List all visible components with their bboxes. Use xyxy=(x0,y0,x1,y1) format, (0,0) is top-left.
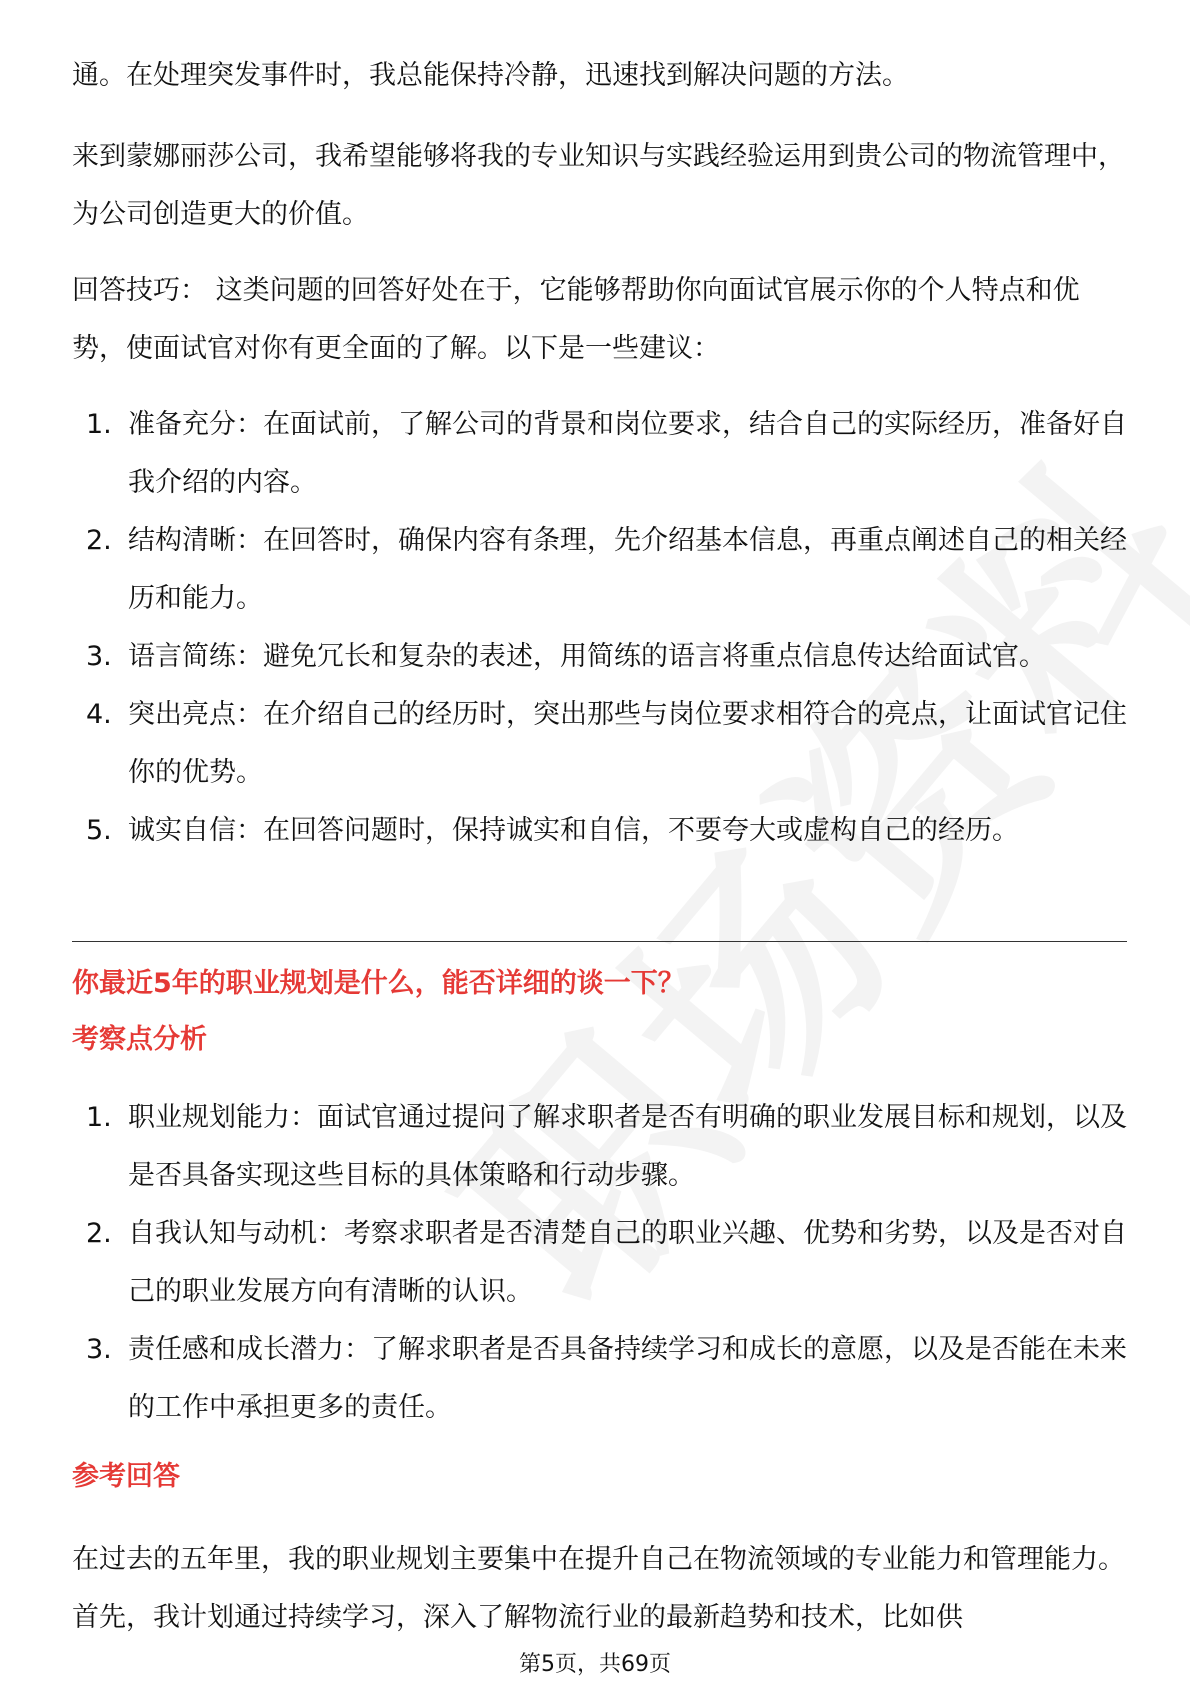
section-divider xyxy=(72,941,1127,942)
list-item xyxy=(72,1321,1132,1437)
list-item-text: 突出亮点：在介绍自己的经历时，突出那些与岗位要求相符合的亮点，让面试官记住你的优势。 xyxy=(128,699,1127,788)
list-item xyxy=(72,628,1132,686)
list-item-text: 责任感和成长潜力：了解求职者是否具备持续学习和成长的意愿，以及是否能在未来的工作中承担更多的责任。 xyxy=(128,1334,1127,1423)
paragraph-continuation: 通。在处理突发事件时，我总能保持冷静，迅速找到解决问题的方法。 xyxy=(72,60,909,91)
reference-heading: 参考回答 xyxy=(72,1461,180,1492)
list-number: 3. xyxy=(86,641,112,672)
list-number: 2. xyxy=(86,1218,112,1249)
list-item-text: 结构清晰：在回答时，确保内容有条理，先介绍基本信息，再重点阐述自己的相关经历和能力。 xyxy=(128,525,1127,614)
list-item-text: 诚实自信：在回答问题时，保持诚实和自信，不要夸大或虚构自己的经历。 xyxy=(128,815,1019,846)
analysis-list xyxy=(72,1089,1132,1437)
paragraph-reference-answer: 在过去的五年里，我的职业规划主要集中在提升自己在物流领域的专业能力和管理能力。首先，我计划通过持续学习，深入了解物流行业的最新趋势和技术，比如供 xyxy=(72,1544,1125,1633)
list-item xyxy=(72,686,1132,802)
question-title: 你最近5年的职业规划是什么，能否详细的谈一下？ xyxy=(72,968,685,999)
list-number: 4. xyxy=(86,699,112,730)
list-item-text: 准备充分：在面试前，了解公司的背景和岗位要求，结合自己的实际经历，准备好自我介绍的内容。 xyxy=(128,409,1127,498)
list-number: 5. xyxy=(86,815,112,846)
list-item xyxy=(72,802,1132,860)
list-number: 1. xyxy=(86,1102,112,1133)
paragraph-company-goal: 来到蒙娜丽莎公司，我希望能够将我的专业知识与实践经验运用到贵公司的物流管理中，为公司创造更大的价值。 xyxy=(72,141,1125,230)
list-item-text: 职业规划能力：面试官通过提问了解求职者是否有明确的职业发展目标和规划，以及是否具备实现这些目标的具体策略和行动步骤。 xyxy=(128,1102,1127,1191)
page-footer: 第5页，共69页 xyxy=(519,1652,671,1677)
tips-list xyxy=(72,396,1132,860)
list-item xyxy=(72,396,1132,512)
list-number: 2. xyxy=(86,525,112,556)
list-item-text: 自我认知与动机：考察求职者是否清楚自己的职业兴趣、优势和劣势，以及是否对自己的职业发展方向有清晰的认识。 xyxy=(128,1218,1127,1307)
list-item-text: 语言简练：避免冗长和复杂的表述，用简练的语言将重点信息传达给面试官。 xyxy=(128,641,1046,672)
list-item xyxy=(72,512,1132,628)
analysis-heading: 考察点分析 xyxy=(72,1024,207,1055)
list-number: 1. xyxy=(86,409,112,440)
list-item xyxy=(72,1089,1132,1205)
paragraph-answer-tips: 回答技巧： 这类问题的回答好处在于，它能够帮助你向面试官展示你的个人特点和优势，使面试官对你有更全面的了解。以下是一些建议： xyxy=(72,275,1080,364)
list-number: 3. xyxy=(86,1334,112,1365)
list-item xyxy=(72,1205,1132,1321)
